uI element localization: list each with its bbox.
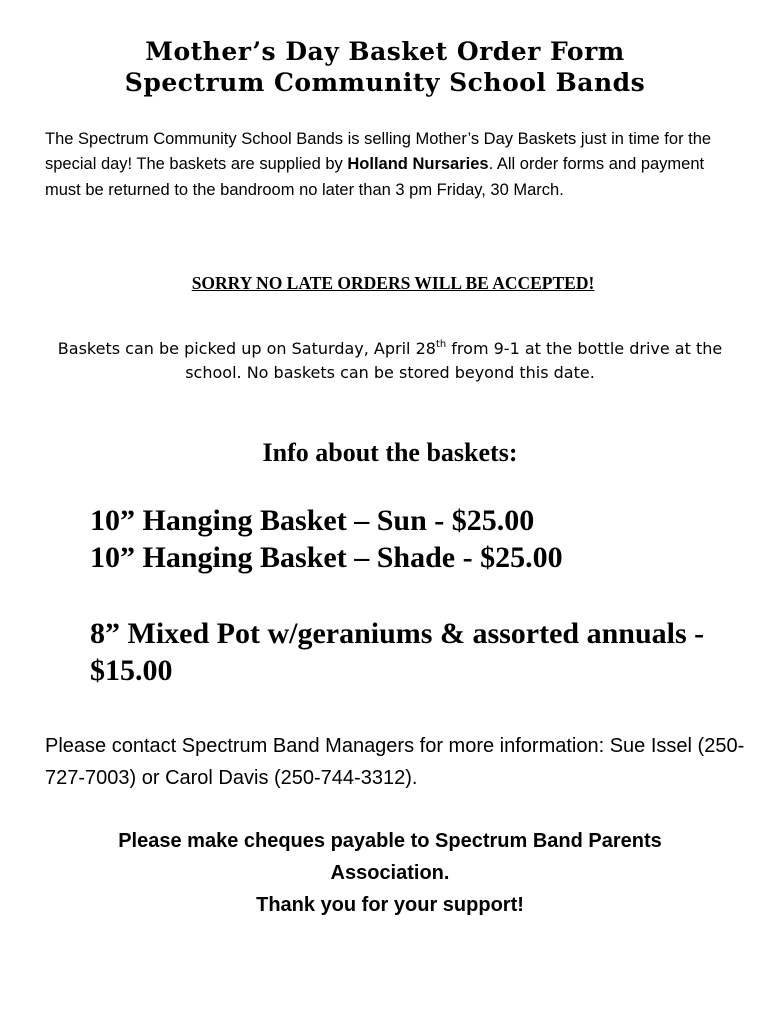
date-ordinal-suffix: th xyxy=(435,339,447,350)
price-item-mixed-pot: 8” Mixed Pot w/geraniums & assorted annuals - $15.00 xyxy=(90,617,705,687)
basket-info-heading: Info about the baskets: xyxy=(262,438,518,467)
thank-you-note: Thank you for your support! xyxy=(256,894,524,916)
form-subtitle: Spectrum Community School Bands xyxy=(124,68,646,97)
intro-text-start: The Spectrum Community School Bands is selling Mother’s Day Baskets just in time for the special day! The baskets are supplied by xyxy=(45,130,712,174)
pickup-text-start: Baskets can be picked up on Saturday, April 28 xyxy=(57,339,436,358)
form-title: Mother’s Day Basket Order Form xyxy=(145,37,625,66)
price-item-sun-basket: 10” Hanging Basket – Sun - $25.00 xyxy=(90,504,535,537)
intro-text-end: . All order forms and payment must be returned to the bandroom no later than 3 pm Friday, 30 March. xyxy=(45,155,705,199)
supplier-name: Holland Nursaries xyxy=(347,155,489,174)
closing-notes xyxy=(0,825,770,921)
intro-paragraph xyxy=(45,127,735,203)
contact-paragraph: Please contact Spectrum Band Managers for more information: Sue Issel (250-727-7003) or Carol Davis (250-744-3312). xyxy=(45,735,745,789)
late-orders-warning: SORRY NO LATE ORDERS WILL BE ACCEPTED! xyxy=(191,273,595,293)
pickup-paragraph xyxy=(30,337,750,384)
basket-price-list xyxy=(90,502,730,689)
cheque-instructions: Please make cheques payable to Spectrum Band Parents Association. xyxy=(118,830,662,884)
price-item-shade-basket: 10” Hanging Basket – Shade - $25.00 xyxy=(90,541,563,574)
pickup-text-end: from 9-1 at the bottle drive at the school. No baskets can be stored beyond this date. xyxy=(185,339,723,382)
